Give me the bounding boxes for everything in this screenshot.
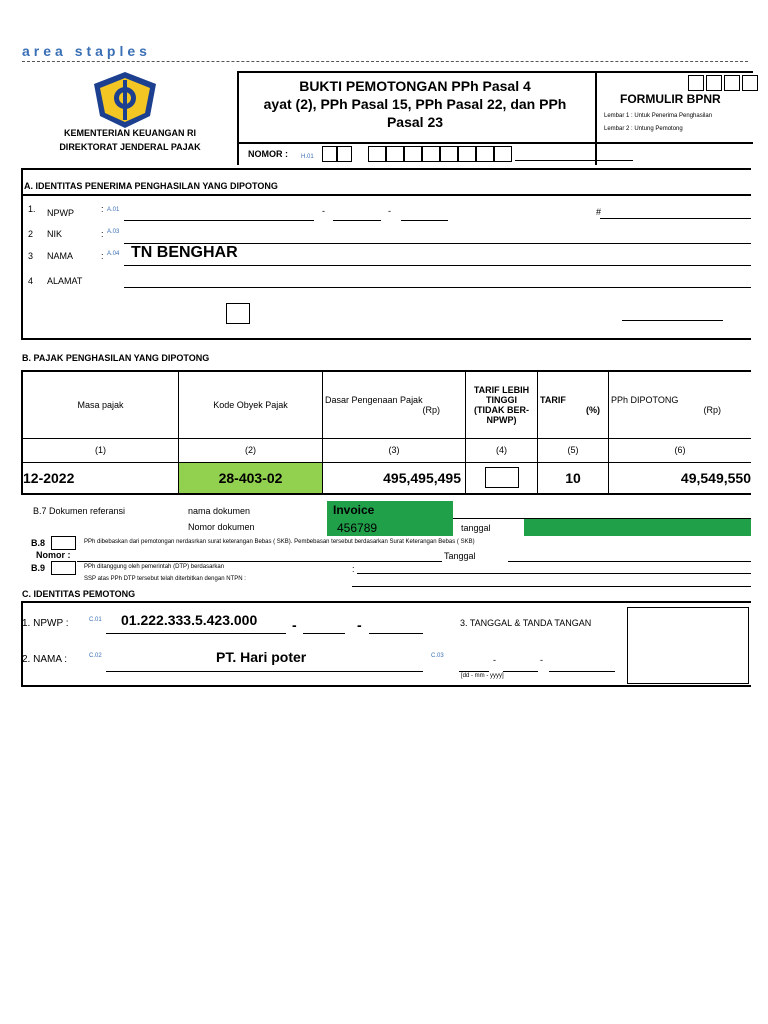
tanggal-label: tanggal: [461, 523, 491, 533]
withholder-npwp-value[interactable]: 01.222.333.5.423.000: [121, 612, 258, 628]
alamat-checkbox[interactable]: [226, 303, 250, 324]
b9-field-2[interactable]: [352, 586, 751, 587]
col-number: (6): [609, 438, 752, 462]
sign-year-field[interactable]: [549, 671, 615, 672]
tax-table: [21, 370, 751, 495]
b8-checkbox[interactable]: [51, 536, 76, 550]
b9-text-2: SSP atas PPh DTP tersebut telah diterbitkan dengan NTPN :: [84, 576, 246, 582]
doc-no-label: Nomor dokumen: [188, 522, 255, 532]
section-a-title: A. IDENTITAS PENERIMA PENGHASILAN YANG DIPOTONG: [24, 181, 278, 191]
col-number: (5): [538, 438, 609, 462]
col-tarif-lebih-header: TARIF LEBIH TINGGI (TIDAK BER- NPWP): [466, 371, 538, 438]
form-title-line2: ayat (2), PPh Pasal 15, PPh Pasal 22, dan PPh: [263, 96, 567, 112]
nomor-prefix-boxes[interactable]: [322, 146, 352, 162]
form-code-boxes: [688, 75, 758, 91]
b8-label: B.8: [31, 538, 46, 548]
npwp-label: NPWP: [47, 208, 74, 218]
b8-tanggal-label: Tanggal: [444, 551, 476, 561]
ministry-name-line2: DIREKTORAT JENDERAL PAJAK: [59, 142, 201, 152]
alamat-label: ALAMAT: [47, 276, 83, 286]
doc-no-value: 456789: [337, 521, 378, 535]
col-kode-header: Kode Obyek Pajak: [179, 371, 323, 438]
signature-box[interactable]: [627, 607, 749, 684]
b9-checkbox[interactable]: [51, 561, 76, 575]
c-npwp-code: C.01: [89, 617, 102, 623]
sheet-1-note: Lembar 1 : Untuk Penerima Penghasilan: [604, 113, 713, 119]
tarif-lebih-checkbox[interactable]: [485, 467, 519, 488]
nomor-number-boxes[interactable]: [368, 146, 512, 162]
col-masa-header: Masa pajak: [22, 371, 179, 438]
c-nama-label: 2. NAMA :: [22, 654, 68, 665]
form-code-box[interactable]: [706, 75, 722, 91]
col-dasar-header: Dasar Pengenaan Pajak (Rp): [323, 371, 466, 438]
withholder-name-value[interactable]: PT. Hari poter: [216, 649, 307, 665]
b9-text-1: PPh ditanggung oleh pemerintah (DTP) berdasarkan: [84, 564, 225, 570]
sign-date-label: 3. TANGGAL & TANDA TANGAN: [460, 618, 592, 628]
npwp-field[interactable]: [124, 220, 314, 221]
recipient-name-value[interactable]: TN BENGHAR: [131, 244, 238, 261]
col-number: (4): [466, 438, 538, 462]
section-c-title: C. IDENTITAS PEMOTONG: [22, 589, 136, 599]
c03-code: C.03: [431, 653, 444, 659]
ministry-logo-icon: [90, 70, 160, 130]
pph-dipotong-value[interactable]: 49,549,550: [609, 462, 752, 494]
b9-label: B.9: [31, 563, 46, 573]
col-number: (1): [22, 438, 179, 462]
nama-code: A.04: [107, 251, 120, 257]
sign-month-field[interactable]: [503, 671, 538, 672]
kode-obyek-value[interactable]: 28-403-02: [179, 462, 323, 494]
col-pph-header: PPh DIPOTONG (Rp): [609, 371, 752, 438]
section-b-title: B. PAJAK PENGHASILAN YANG DIPOTONG: [22, 353, 210, 363]
form-title-line1: BUKTI PEMOTONGAN PPh Pasal 4: [299, 78, 531, 94]
doc-date-field[interactable]: [524, 519, 751, 536]
col-number: (2): [179, 438, 323, 462]
nomor-label: NOMOR :: [248, 149, 288, 159]
b9-field-1[interactable]: [357, 573, 751, 574]
nomor-code: H.01: [301, 154, 314, 160]
npwp-field-3[interactable]: [401, 220, 448, 221]
form-name: FORMULIR BPNR: [620, 92, 721, 106]
nik-code: A.03: [107, 229, 120, 235]
b7-label: B.7 Dokumen referansi: [33, 506, 126, 516]
col-number: (3): [323, 438, 466, 462]
doc-name-value: Invoice: [333, 503, 375, 517]
form-code-box[interactable]: [688, 75, 704, 91]
b8-nomor-field[interactable]: [77, 561, 442, 562]
npwp-field-2[interactable]: [333, 220, 381, 221]
date-format-hint: [dd - mm - yyyy]: [461, 673, 504, 679]
nik-number: 2: [28, 229, 34, 239]
tax-table-header-row: [22, 371, 751, 438]
npwp-code: A.01: [107, 207, 120, 213]
tarif-lebih-cell: [466, 462, 538, 494]
nik-label: NIK: [47, 229, 63, 239]
npwp-number: 1.: [28, 204, 36, 214]
ministry-name-line1: KEMENTERIAN KEUANGAN RI: [63, 128, 196, 138]
tax-table-number-row: [22, 438, 751, 462]
col-tarif-header: TARIF (%): [538, 371, 609, 438]
nama-field[interactable]: [124, 265, 751, 266]
c-npwp-label: 1. NPWP :: [22, 618, 69, 629]
form-title: [239, 77, 591, 131]
masa-pajak-value[interactable]: 12-2022: [22, 462, 179, 494]
form-title-line3: Pasal 23: [386, 114, 444, 130]
sheet-2-note: Lembar 2 : Untung Pemotong: [604, 126, 683, 132]
b8-nomor-label: Nomor :: [36, 550, 71, 560]
doc-no-field[interactable]: [327, 519, 453, 536]
b8-tanggal-field[interactable]: [508, 561, 751, 562]
nama-number: 3: [28, 251, 34, 261]
dasar-pengenaan-value[interactable]: 495,495,495: [323, 462, 466, 494]
tarif-value[interactable]: 10: [538, 462, 609, 494]
doc-name-label: nama dokumen: [188, 506, 251, 516]
alamat-number: 4: [28, 276, 34, 286]
doc-name-field[interactable]: [327, 501, 453, 519]
c-nama-code: C.02: [89, 653, 102, 659]
nama-label: NAMA: [47, 251, 74, 261]
b8-text: PPh dibebaskan dari pemotongan nerdasrkan surat keterangan Bebas ( SKB). Pembebasan tersebut berdasarkan Surat Keterangan Bebas ( SKB): [84, 539, 475, 545]
form-code-box[interactable]: [742, 75, 758, 91]
sign-day-field[interactable]: [459, 671, 489, 672]
area-staples-label: area staples: [22, 43, 151, 59]
staple-dashed-divider: [22, 61, 748, 62]
tax-table-row: [22, 462, 751, 494]
form-code-box[interactable]: [724, 75, 740, 91]
alamat-field[interactable]: [124, 287, 751, 288]
